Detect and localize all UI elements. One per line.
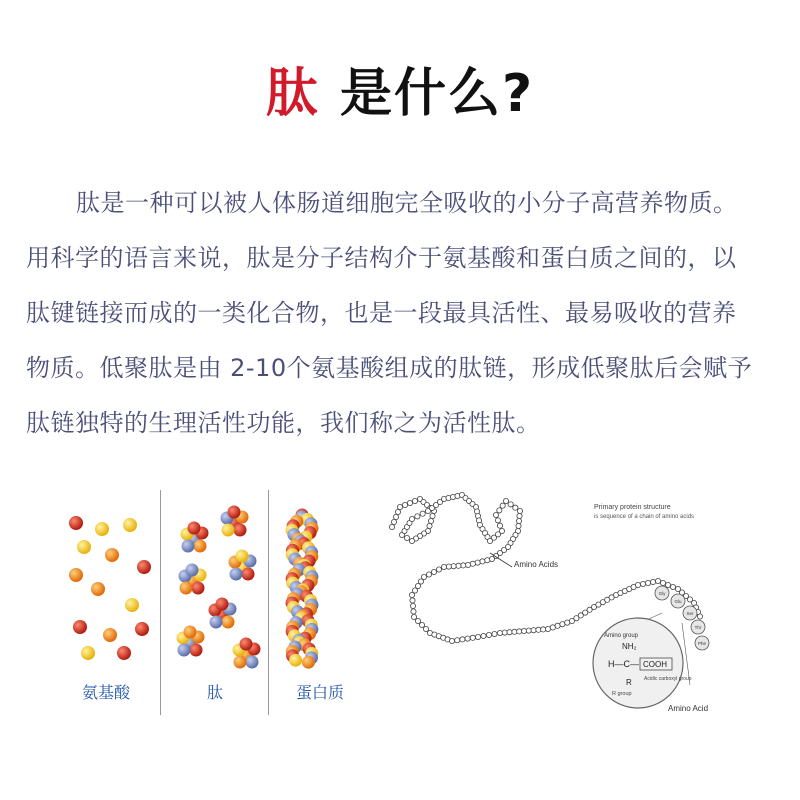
chain-bead xyxy=(670,584,675,589)
chain-bead xyxy=(410,603,415,608)
chain-bead xyxy=(404,535,409,540)
chain-bead xyxy=(526,628,531,633)
peptide-atom xyxy=(194,540,207,553)
peptide-atom xyxy=(234,656,247,669)
bead-label: Glu xyxy=(674,599,682,604)
amino-acid-ball xyxy=(73,620,87,634)
chain-bead xyxy=(411,609,416,614)
peptide-atom xyxy=(188,522,201,535)
chain-bead xyxy=(481,633,486,638)
chain-bead xyxy=(495,518,500,523)
diagram-subheading: is sequence of a chain of amino acids xyxy=(594,514,695,520)
chain-bead xyxy=(451,564,456,569)
peptide-atom xyxy=(184,626,197,639)
chain-bead xyxy=(441,564,446,569)
chain-bead xyxy=(507,630,512,635)
chain-bead xyxy=(503,498,508,503)
chain-bead xyxy=(436,567,441,572)
bead-label: Thr xyxy=(694,625,702,630)
chain-bead xyxy=(517,513,522,518)
chain-bead xyxy=(512,629,517,634)
chain-bead xyxy=(516,518,521,523)
chain-bead xyxy=(497,523,502,528)
chain-bead xyxy=(411,614,416,619)
page-title xyxy=(0,62,800,126)
peptide-atom xyxy=(230,568,243,581)
amino-acid-ball xyxy=(91,582,105,596)
chain-bead xyxy=(541,627,546,632)
amino-acid-label: Amino Acid xyxy=(668,704,709,713)
chain-bead xyxy=(419,622,424,627)
chain-bead xyxy=(449,638,454,643)
chain-bead xyxy=(415,618,420,623)
chain-bead xyxy=(513,505,518,510)
peptide-atom xyxy=(190,644,203,657)
chain-bead xyxy=(502,630,507,635)
peptide-atom xyxy=(222,524,235,537)
chain-bead xyxy=(660,580,665,585)
chain-bead xyxy=(456,563,461,568)
caption-protein: 蛋白质 xyxy=(296,683,345,702)
chain-bead xyxy=(645,580,650,585)
diagram-heading: Primary protein structure xyxy=(594,504,671,511)
peptide-atom xyxy=(236,550,249,563)
paragraph-line: 物质。低聚肽是由 2-10个氨基酸组成的肽链，形成低聚肽后会赋予 xyxy=(26,354,753,382)
chain-bead xyxy=(461,563,466,568)
carboxyl-label: Acidic carboxyl group xyxy=(644,676,692,682)
alpha-carbon-label: H—C— xyxy=(608,659,639,669)
amino-acid-ball xyxy=(81,646,95,660)
r-group-label: R group xyxy=(612,691,632,697)
r-label: R xyxy=(626,678,632,687)
peptide-atom xyxy=(240,638,253,651)
chain-bead xyxy=(489,556,494,561)
amino-acid-ball xyxy=(117,646,131,660)
chain-bead xyxy=(536,627,541,632)
chain-bead xyxy=(409,516,414,521)
peptide-atom xyxy=(178,644,191,657)
chain-bead xyxy=(465,562,470,567)
amino-acid-ball xyxy=(69,516,83,530)
chain-bead xyxy=(492,631,497,636)
chain-bead xyxy=(409,592,414,597)
chain-bead xyxy=(475,634,480,639)
divider-line xyxy=(160,490,161,715)
chain-bead xyxy=(475,560,480,565)
chain-bead xyxy=(650,579,655,584)
title-highlight: 肽 xyxy=(265,64,320,124)
chain-bead xyxy=(486,632,491,637)
divider-line xyxy=(268,490,269,715)
chain-bead xyxy=(516,523,521,528)
chain-bead xyxy=(415,514,420,519)
chain-bead xyxy=(426,572,431,577)
chain-bead xyxy=(407,500,412,505)
protein-atom xyxy=(302,656,315,669)
amino-acids-label: Amino Acids xyxy=(514,560,559,569)
chain-bead xyxy=(521,628,526,633)
amino-acid-ball xyxy=(103,628,117,642)
amino-acid-ball xyxy=(69,568,83,582)
chain-bead xyxy=(635,582,640,587)
chain-bead xyxy=(485,558,490,563)
title-rest: 是什么? xyxy=(319,64,535,124)
chain-bead xyxy=(465,636,470,641)
nh2-label: NH₂ xyxy=(622,642,637,651)
peptide-atom xyxy=(210,616,223,629)
amino-acid-balls xyxy=(69,516,151,660)
peptide-atom xyxy=(216,598,229,611)
protein-structure-diagram xyxy=(372,485,782,720)
bead-label: Phe xyxy=(697,641,707,646)
chain-bead xyxy=(531,628,536,633)
bead-label: Ser xyxy=(686,611,694,616)
amino-acid-ball xyxy=(125,598,139,612)
peptide-atom xyxy=(182,540,195,553)
chain-bead xyxy=(431,569,436,574)
chain-bead xyxy=(446,564,451,569)
chain-bead xyxy=(430,513,435,518)
chain-bead xyxy=(397,504,402,509)
chain-bead xyxy=(640,581,645,586)
chain-bead xyxy=(665,582,670,587)
paragraph-line: 肽是一种可以被人体肠道细胞完全吸收的小分子高营养物质。 xyxy=(76,189,738,217)
chain-bead xyxy=(428,518,433,523)
peptide-atom xyxy=(234,524,247,537)
protein-atom xyxy=(289,654,302,667)
amino-acid-ball xyxy=(137,560,151,574)
chain-bead xyxy=(470,635,475,640)
protein-helix xyxy=(286,509,319,669)
chain-bead xyxy=(391,519,396,524)
paragraph-line: 肽键链接而成的一类化合物，也是一段最具活性、最易吸收的营养 xyxy=(26,299,737,327)
peptide-atom xyxy=(186,564,199,577)
peptide-atom xyxy=(192,582,205,595)
chain-bead xyxy=(500,503,505,508)
chain-bead xyxy=(497,630,502,635)
paragraph-line: 肽链独特的生理活性功能，我们称之为活性肽。 xyxy=(26,409,541,437)
amino-group-label: Amino group xyxy=(604,633,639,639)
chain-bead xyxy=(697,614,702,619)
peptide-atom xyxy=(222,616,235,629)
peptide-atom xyxy=(246,656,259,669)
caption-peptide: 肽 xyxy=(207,683,224,702)
amino-acid-ball xyxy=(123,518,137,532)
chain-bead xyxy=(389,524,394,529)
bead-label: Gly xyxy=(658,591,666,596)
chain-bead xyxy=(517,508,522,513)
chain-bead xyxy=(410,598,415,603)
chain-bead xyxy=(655,578,660,583)
caption-amino-acid: 氨基酸 xyxy=(82,683,131,702)
peptide-atom xyxy=(228,506,241,519)
chain-bead xyxy=(412,498,417,503)
chain-bead xyxy=(393,514,398,519)
amino-acid-ball xyxy=(105,548,119,562)
amino-acid-closeup xyxy=(593,618,692,708)
chain-bead xyxy=(470,561,475,566)
chain-bead xyxy=(517,629,522,634)
chain-bead xyxy=(460,637,465,642)
amino-acid-ball xyxy=(95,522,109,536)
chain-bead xyxy=(497,508,502,513)
cooh-label: COOH xyxy=(643,660,667,669)
amino-acid-ball xyxy=(135,622,149,636)
chain-bead xyxy=(420,511,425,516)
intro-paragraph xyxy=(26,176,776,451)
chain-bead xyxy=(493,512,498,517)
peptide-atom xyxy=(180,582,193,595)
chain-bead xyxy=(423,626,428,631)
chain-bead xyxy=(395,509,400,514)
chain-bead xyxy=(499,528,504,533)
amino-acid-ball xyxy=(77,540,91,554)
chain-bead xyxy=(455,638,460,643)
chain-bead xyxy=(409,538,414,543)
chain-bead xyxy=(402,502,407,507)
chain-bead xyxy=(508,502,513,507)
chain-bead xyxy=(427,523,432,528)
paragraph-line: 用科学的语言来说，肽是分子结构介于氨基酸和蛋白质之间的，以 xyxy=(26,244,737,272)
chain-bead xyxy=(480,559,485,564)
peptide-clusters xyxy=(177,506,261,669)
peptide-atom xyxy=(242,568,255,581)
